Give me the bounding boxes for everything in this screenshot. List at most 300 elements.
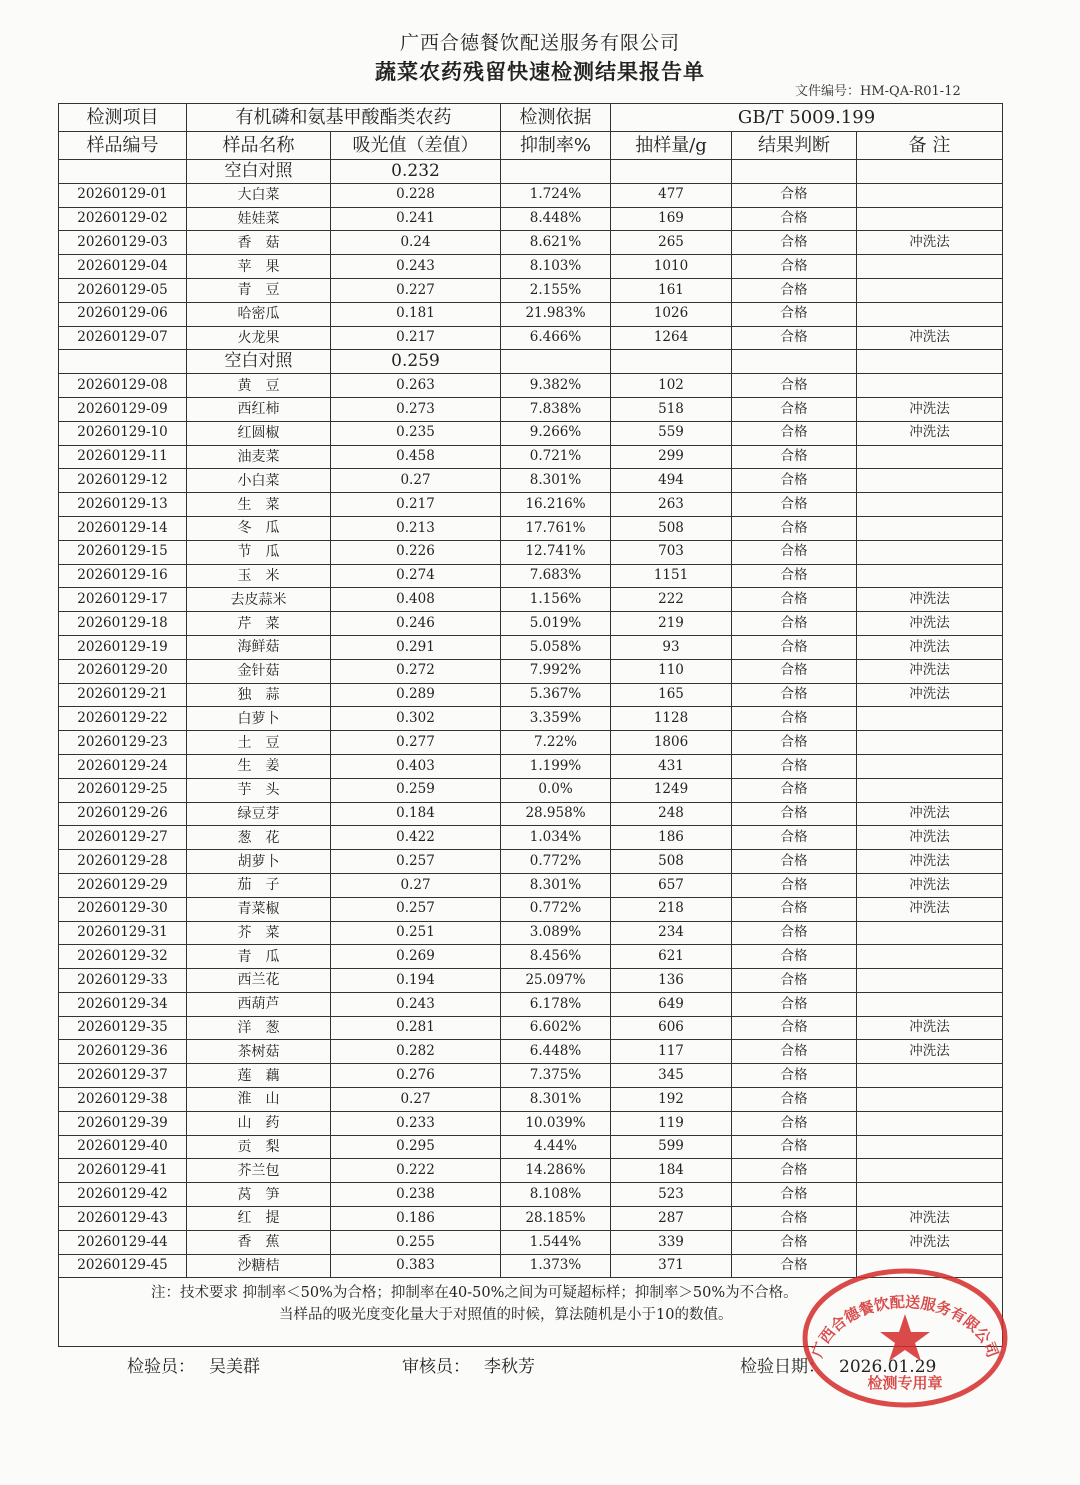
table-row — [59, 1040, 1003, 1064]
sample-id-cell: 20260129-02 — [59, 207, 187, 231]
sample-id-cell: 20260129-27 — [59, 826, 187, 850]
sample-quantity-cell: 1264 — [611, 326, 732, 350]
result-cell: 合格 — [732, 278, 857, 302]
sample-id-cell: 20260129-25 — [59, 778, 187, 802]
remark-cell — [857, 1064, 1003, 1088]
sample-quantity-cell: 287 — [611, 1207, 732, 1231]
sample-name-cell: 生 姜 — [187, 754, 331, 778]
absorbance-cell: 0.257 — [331, 850, 501, 874]
sample-id-cell: 20260129-42 — [59, 1183, 187, 1207]
inhibition-rate-cell: 7.838% — [501, 397, 611, 421]
sample-name-cell: 火龙果 — [187, 326, 331, 350]
absorbance-cell: 0.277 — [331, 731, 501, 755]
document-number: 文件编号：HM-QA-R01-12 — [795, 84, 961, 99]
sample-quantity-cell: 1151 — [611, 564, 732, 588]
blank-control-value: 0.232 — [331, 160, 501, 184]
sample-id-cell: 20260129-17 — [59, 588, 187, 612]
result-cell: 合格 — [732, 397, 857, 421]
inhibition-rate-cell: 21.983% — [501, 302, 611, 326]
absorbance-cell: 0.291 — [331, 635, 501, 659]
remark-cell — [857, 945, 1003, 969]
inhibition-rate-cell: 1.724% — [501, 183, 611, 207]
table-row — [59, 945, 1003, 969]
col-absorbance: 吸光值（差值） — [331, 132, 501, 160]
sample-id-cell: 20260129-20 — [59, 659, 187, 683]
basis-label: 检测依据 — [501, 104, 611, 132]
absorbance-cell: 0.27 — [331, 469, 501, 493]
basis-value: GB/T 5009.199 — [611, 104, 1003, 132]
sample-id-cell: 20260129-28 — [59, 850, 187, 874]
table-row — [59, 445, 1003, 469]
inhibition-rate-cell: 25.097% — [501, 969, 611, 993]
report-title: 蔬菜农药残留快速检测结果报告单 — [375, 59, 705, 84]
absorbance-cell: 0.184 — [331, 802, 501, 826]
absorbance-cell: 0.281 — [331, 1016, 501, 1040]
sample-quantity-cell: 518 — [611, 397, 732, 421]
result-cell: 合格 — [732, 1088, 857, 1112]
table-row — [59, 469, 1003, 493]
absorbance-cell: 0.257 — [331, 897, 501, 921]
sample-quantity-cell: 621 — [611, 945, 732, 969]
table-row — [59, 1183, 1003, 1207]
remark-cell: 冲洗法 — [857, 659, 1003, 683]
remark-cell: 冲洗法 — [857, 588, 1003, 612]
sample-name-cell: 红 提 — [187, 1207, 331, 1231]
table-row — [59, 1230, 1003, 1254]
col-remark: 备 注 — [857, 132, 1003, 160]
result-cell: 合格 — [732, 754, 857, 778]
table-row — [59, 1064, 1003, 1088]
sample-quantity-cell: 371 — [611, 1254, 732, 1278]
remark-cell — [857, 469, 1003, 493]
absorbance-cell: 0.295 — [331, 1135, 501, 1159]
remark-cell: 冲洗法 — [857, 802, 1003, 826]
remark-cell — [857, 302, 1003, 326]
result-cell: 合格 — [732, 207, 857, 231]
table-row — [59, 564, 1003, 588]
table-row — [59, 374, 1003, 398]
inhibition-rate-cell: 0.772% — [501, 897, 611, 921]
col-result: 结果判断 — [732, 132, 857, 160]
sample-id-cell: 20260129-09 — [59, 397, 187, 421]
sample-quantity-cell: 477 — [611, 183, 732, 207]
sample-id-cell: 20260129-05 — [59, 278, 187, 302]
result-cell: 合格 — [732, 897, 857, 921]
sample-id-cell: 20260129-19 — [59, 635, 187, 659]
absorbance-cell: 0.217 — [331, 493, 501, 517]
table-row — [59, 1088, 1003, 1112]
blank-control-row — [59, 160, 1003, 184]
absorbance-cell: 0.255 — [331, 1230, 501, 1254]
table-row — [59, 302, 1003, 326]
absorbance-cell: 0.235 — [331, 421, 501, 445]
sample-name-cell: 玉 米 — [187, 564, 331, 588]
col-sample-id: 样品编号 — [59, 132, 187, 160]
remark-cell — [857, 445, 1003, 469]
sample-name-cell: 海鲜菇 — [187, 635, 331, 659]
sample-quantity-cell: 248 — [611, 802, 732, 826]
absorbance-cell: 0.228 — [331, 183, 501, 207]
absorbance-cell: 0.194 — [331, 969, 501, 993]
inhibition-rate-cell: 14.286% — [501, 1159, 611, 1183]
inhibition-rate-cell: 7.992% — [501, 659, 611, 683]
sample-name-cell: 黄 豆 — [187, 374, 331, 398]
sample-name-cell: 洋 葱 — [187, 1016, 331, 1040]
remark-cell: 冲洗法 — [857, 683, 1003, 707]
inhibition-rate-cell: 6.466% — [501, 326, 611, 350]
result-cell: 合格 — [732, 969, 857, 993]
sample-name-cell: 娃娃菜 — [187, 207, 331, 231]
remark-cell: 冲洗法 — [857, 1016, 1003, 1040]
result-cell: 合格 — [732, 1064, 857, 1088]
sample-name-cell: 土 豆 — [187, 731, 331, 755]
sample-quantity-cell: 222 — [611, 588, 732, 612]
sample-id-cell: 20260129-45 — [59, 1254, 187, 1278]
sample-quantity-cell: 345 — [611, 1064, 732, 1088]
sample-quantity-cell: 508 — [611, 850, 732, 874]
absorbance-cell: 0.403 — [331, 754, 501, 778]
inhibition-rate-cell: 8.108% — [501, 1183, 611, 1207]
table-row — [59, 683, 1003, 707]
absorbance-cell: 0.246 — [331, 612, 501, 636]
sample-id-cell: 20260129-13 — [59, 493, 187, 517]
sample-id-cell: 20260129-08 — [59, 374, 187, 398]
absorbance-cell: 0.213 — [331, 516, 501, 540]
svg-text:检测专用章: 检测专用章 — [867, 1374, 943, 1392]
inspector-name: 吴美群 — [209, 1357, 260, 1377]
inhibition-rate-cell: 5.058% — [501, 635, 611, 659]
remark-cell — [857, 969, 1003, 993]
absorbance-cell: 0.273 — [331, 397, 501, 421]
sample-name-cell: 西红柿 — [187, 397, 331, 421]
sample-name-cell: 芹 菜 — [187, 612, 331, 636]
inhibition-rate-cell: 0.721% — [501, 445, 611, 469]
sample-quantity-cell: 93 — [611, 635, 732, 659]
remark-cell — [857, 1183, 1003, 1207]
sample-name-cell: 胡萝卜 — [187, 850, 331, 874]
result-cell: 合格 — [732, 1159, 857, 1183]
table-row — [59, 255, 1003, 279]
remark-cell — [857, 255, 1003, 279]
sample-quantity-cell: 263 — [611, 493, 732, 517]
sample-name-cell: 茶树菇 — [187, 1040, 331, 1064]
sample-quantity-cell: 161 — [611, 278, 732, 302]
result-cell: 合格 — [732, 873, 857, 897]
inhibition-rate-cell: 5.367% — [501, 683, 611, 707]
inhibition-rate-cell: 3.359% — [501, 707, 611, 731]
item-value: 有机磷和氨基甲酸酯类农药 — [187, 104, 501, 132]
result-cell: 合格 — [732, 255, 857, 279]
result-cell: 合格 — [732, 445, 857, 469]
inhibition-rate-cell: 3.089% — [501, 921, 611, 945]
sample-quantity-cell: 184 — [611, 1159, 732, 1183]
sample-id-cell: 20260129-35 — [59, 1016, 187, 1040]
inhibition-rate-cell: 28.185% — [501, 1207, 611, 1231]
sample-quantity-cell: 339 — [611, 1230, 732, 1254]
sample-id-cell: 20260129-24 — [59, 754, 187, 778]
sample-name-cell: 芥 菜 — [187, 921, 331, 945]
sample-id-cell: 20260129-18 — [59, 612, 187, 636]
absorbance-cell: 0.243 — [331, 255, 501, 279]
remark-cell: 冲洗法 — [857, 1230, 1003, 1254]
sample-quantity-cell: 165 — [611, 683, 732, 707]
absorbance-cell: 0.227 — [331, 278, 501, 302]
sample-id-cell: 20260129-43 — [59, 1207, 187, 1231]
sample-name-cell: 西葫芦 — [187, 992, 331, 1016]
sample-id-cell: 20260129-31 — [59, 921, 187, 945]
result-cell: 合格 — [732, 231, 857, 255]
column-header-row — [59, 132, 1003, 160]
sample-id-cell: 20260129-03 — [59, 231, 187, 255]
absorbance-cell: 0.222 — [331, 1159, 501, 1183]
date-label: 检验日期： — [740, 1357, 825, 1377]
table-row — [59, 707, 1003, 731]
inhibition-rate-cell: 9.266% — [501, 421, 611, 445]
inhibition-rate-cell: 8.301% — [501, 873, 611, 897]
result-cell: 合格 — [732, 1254, 857, 1278]
sample-id-cell: 20260129-37 — [59, 1064, 187, 1088]
sample-id-cell: 20260129-39 — [59, 1111, 187, 1135]
inhibition-rate-cell: 17.761% — [501, 516, 611, 540]
inhibition-rate-cell: 2.155% — [501, 278, 611, 302]
sample-quantity-cell: 1249 — [611, 778, 732, 802]
sample-name-cell: 香 蕉 — [187, 1230, 331, 1254]
absorbance-cell: 0.233 — [331, 1111, 501, 1135]
inspector-label: 检验员： — [127, 1357, 195, 1377]
inhibition-rate-cell: 7.375% — [501, 1064, 611, 1088]
remark-cell — [857, 1111, 1003, 1135]
remark-cell: 冲洗法 — [857, 1040, 1003, 1064]
sample-name-cell: 芥兰包 — [187, 1159, 331, 1183]
header-row-item — [59, 104, 1003, 132]
result-cell: 合格 — [732, 635, 857, 659]
inspector — [127, 1352, 260, 1377]
inhibition-rate-cell: 6.178% — [501, 992, 611, 1016]
sample-name-cell: 小白菜 — [187, 469, 331, 493]
sample-quantity-cell: 1026 — [611, 302, 732, 326]
inhibition-rate-cell: 8.301% — [501, 1088, 611, 1112]
sample-id-cell: 20260129-36 — [59, 1040, 187, 1064]
remark-cell — [857, 183, 1003, 207]
table-row — [59, 635, 1003, 659]
remark-cell — [857, 278, 1003, 302]
inhibition-rate-cell: 9.382% — [501, 374, 611, 398]
result-cell: 合格 — [732, 540, 857, 564]
note-line-1: 注：技术要求 抑制率＜50%为合格；抑制率在40-50%之间为可疑超标样；抑制率＞50%为不合格。 — [151, 1285, 798, 1302]
inhibition-rate-cell: 12.741% — [501, 540, 611, 564]
sample-quantity-cell: 1010 — [611, 255, 732, 279]
sample-name-cell: 山 药 — [187, 1111, 331, 1135]
sample-quantity-cell: 136 — [611, 969, 732, 993]
sample-id-cell: 20260129-21 — [59, 683, 187, 707]
remark-cell — [857, 1135, 1003, 1159]
sample-name-cell: 节 瓜 — [187, 540, 331, 564]
absorbance-cell: 0.302 — [331, 707, 501, 731]
sample-id-cell: 20260129-32 — [59, 945, 187, 969]
sample-quantity-cell: 265 — [611, 231, 732, 255]
report-table — [58, 103, 1003, 1347]
sample-name-cell: 青 豆 — [187, 278, 331, 302]
absorbance-cell: 0.383 — [331, 1254, 501, 1278]
sample-id-cell: 20260129-04 — [59, 255, 187, 279]
table-row — [59, 1016, 1003, 1040]
inhibition-rate-cell: 4.44% — [501, 1135, 611, 1159]
sample-id-cell: 20260129-44 — [59, 1230, 187, 1254]
absorbance-cell: 0.289 — [331, 683, 501, 707]
sample-id-cell: 20260129-01 — [59, 183, 187, 207]
result-cell: 合格 — [732, 564, 857, 588]
sample-quantity-cell: 523 — [611, 1183, 732, 1207]
svg-text:广西合德餐饮配送服务有限公司: 广西合德餐饮配送服务有限公司 — [808, 1293, 1002, 1360]
absorbance-cell: 0.272 — [331, 659, 501, 683]
sample-id-cell: 20260129-34 — [59, 992, 187, 1016]
remark-cell — [857, 992, 1003, 1016]
absorbance-cell: 0.458 — [331, 445, 501, 469]
inhibition-rate-cell: 1.156% — [501, 588, 611, 612]
sample-id-cell: 20260129-15 — [59, 540, 187, 564]
sample-name-cell: 油麦菜 — [187, 445, 331, 469]
sample-id-cell: 20260129-29 — [59, 873, 187, 897]
result-cell: 合格 — [732, 421, 857, 445]
result-cell: 合格 — [732, 707, 857, 731]
sample-id-cell: 20260129-23 — [59, 731, 187, 755]
sample-quantity-cell: 559 — [611, 421, 732, 445]
remark-cell: 冲洗法 — [857, 421, 1003, 445]
sample-quantity-cell: 119 — [611, 1111, 732, 1135]
remark-cell — [857, 564, 1003, 588]
remark-cell — [857, 540, 1003, 564]
table-row — [59, 731, 1003, 755]
sample-id-cell: 20260129-30 — [59, 897, 187, 921]
sample-quantity-cell: 192 — [611, 1088, 732, 1112]
sample-quantity-cell: 234 — [611, 921, 732, 945]
sample-name-cell: 金针菇 — [187, 659, 331, 683]
table-row — [59, 397, 1003, 421]
result-cell: 合格 — [732, 1111, 857, 1135]
inhibition-rate-cell: 1.034% — [501, 826, 611, 850]
table-row — [59, 778, 1003, 802]
sample-name-cell: 莲 藕 — [187, 1064, 331, 1088]
sample-id-cell: 20260129-06 — [59, 302, 187, 326]
result-cell: 合格 — [732, 374, 857, 398]
absorbance-cell: 0.226 — [331, 540, 501, 564]
table-row — [59, 516, 1003, 540]
sample-name-cell: 大白菜 — [187, 183, 331, 207]
inhibition-rate-cell: 8.456% — [501, 945, 611, 969]
result-cell: 合格 — [732, 612, 857, 636]
remark-cell — [857, 754, 1003, 778]
sample-id-cell: 20260129-16 — [59, 564, 187, 588]
col-sample-name: 样品名称 — [187, 132, 331, 160]
sample-quantity-cell: 649 — [611, 992, 732, 1016]
remark-cell — [857, 707, 1003, 731]
inhibition-rate-cell: 8.301% — [501, 469, 611, 493]
sample-name-cell: 香 菇 — [187, 231, 331, 255]
sample-name-cell: 茄 子 — [187, 873, 331, 897]
remark-cell: 冲洗法 — [857, 897, 1003, 921]
result-cell: 合格 — [732, 850, 857, 874]
sample-name-cell: 去皮蒜米 — [187, 588, 331, 612]
result-cell: 合格 — [732, 1183, 857, 1207]
absorbance-cell: 0.243 — [331, 992, 501, 1016]
absorbance-cell: 0.181 — [331, 302, 501, 326]
table-row — [59, 826, 1003, 850]
table-row — [59, 897, 1003, 921]
inhibition-rate-cell: 1.544% — [501, 1230, 611, 1254]
blank-control-label: 空白对照 — [187, 160, 331, 184]
remark-cell — [857, 207, 1003, 231]
result-cell: 合格 — [732, 326, 857, 350]
absorbance-cell: 0.269 — [331, 945, 501, 969]
sample-quantity-cell: 169 — [611, 207, 732, 231]
inhibition-rate-cell: 0.0% — [501, 778, 611, 802]
sample-quantity-cell: 703 — [611, 540, 732, 564]
sample-id-cell: 20260129-22 — [59, 707, 187, 731]
sample-name-cell: 冬 瓜 — [187, 516, 331, 540]
result-cell: 合格 — [732, 826, 857, 850]
sample-quantity-cell: 1806 — [611, 731, 732, 755]
table-row — [59, 850, 1003, 874]
result-cell: 合格 — [732, 1230, 857, 1254]
blank-control-row — [59, 350, 1003, 374]
inhibition-rate-cell: 7.22% — [501, 731, 611, 755]
absorbance-cell: 0.241 — [331, 207, 501, 231]
table-row — [59, 754, 1003, 778]
sample-quantity-cell: 657 — [611, 873, 732, 897]
sample-name-cell: 莴 笋 — [187, 1183, 331, 1207]
sample-name-cell: 沙糖桔 — [187, 1254, 331, 1278]
absorbance-cell: 0.422 — [331, 826, 501, 850]
remark-cell: 冲洗法 — [857, 826, 1003, 850]
table-row — [59, 1207, 1003, 1231]
sample-name-cell: 生 菜 — [187, 493, 331, 517]
sample-quantity-cell: 218 — [611, 897, 732, 921]
inhibition-rate-cell: 8.448% — [501, 207, 611, 231]
reviewer — [402, 1352, 535, 1377]
result-cell: 合格 — [732, 493, 857, 517]
result-cell: 合格 — [732, 683, 857, 707]
table-row — [59, 1135, 1003, 1159]
absorbance-cell: 0.27 — [331, 1088, 501, 1112]
inhibition-rate-cell: 6.448% — [501, 1040, 611, 1064]
blank-control-label: 空白对照 — [187, 350, 331, 374]
sample-id-cell: 20260129-40 — [59, 1135, 187, 1159]
sample-name-cell: 葱 花 — [187, 826, 331, 850]
inhibition-rate-cell: 10.039% — [501, 1111, 611, 1135]
result-cell: 合格 — [732, 802, 857, 826]
absorbance-cell: 0.24 — [331, 231, 501, 255]
sample-name-cell: 青 瓜 — [187, 945, 331, 969]
remark-cell: 冲洗法 — [857, 397, 1003, 421]
sample-id-cell: 20260129-10 — [59, 421, 187, 445]
remark-cell: 冲洗法 — [857, 873, 1003, 897]
item-label: 检测项目 — [59, 104, 187, 132]
sample-name-cell: 苹 果 — [187, 255, 331, 279]
table-row — [59, 659, 1003, 683]
result-cell: 合格 — [732, 945, 857, 969]
reviewer-label: 审核员： — [402, 1357, 470, 1377]
inhibition-rate-cell: 6.602% — [501, 1016, 611, 1040]
inhibition-rate-cell: 16.216% — [501, 493, 611, 517]
table-row — [59, 921, 1003, 945]
table-row — [59, 802, 1003, 826]
sample-name-cell: 白萝卜 — [187, 707, 331, 731]
remark-cell: 冲洗法 — [857, 231, 1003, 255]
table-row — [59, 207, 1003, 231]
table-row — [59, 493, 1003, 517]
company-name: 广西合德餐饮配送服务有限公司 — [399, 32, 680, 54]
inhibition-rate-cell: 0.772% — [501, 850, 611, 874]
